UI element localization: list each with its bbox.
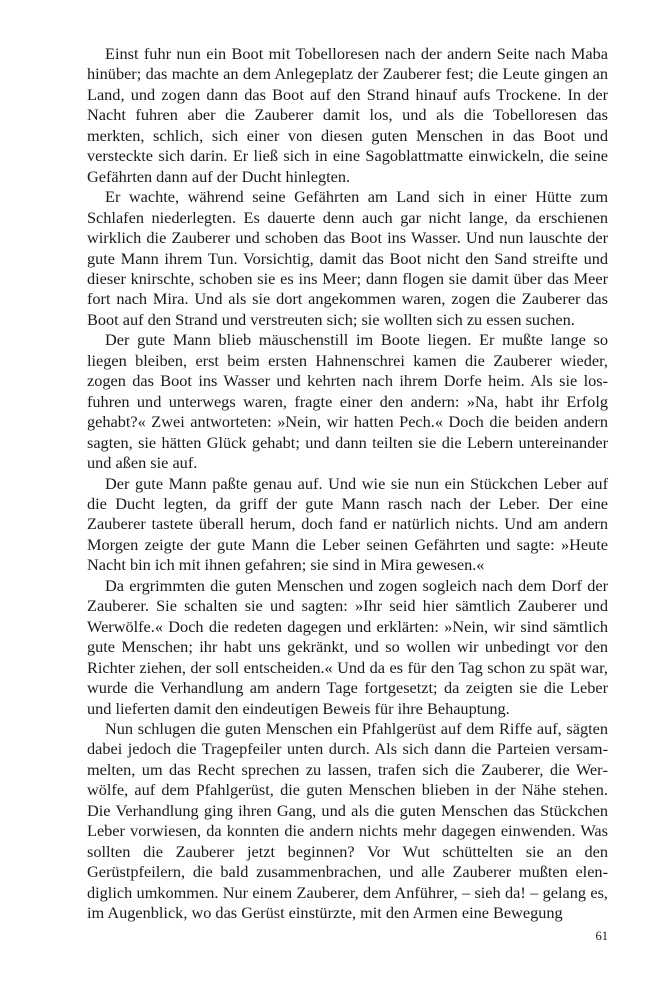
paragraph: Da ergrimmten die guten Menschen und zogen sogleich nach dem Dorf der Zauberer. Sie schalten sie und sagten: »Ihr seid hier sämtlich Zauberer und Werwölfe.« Doch die redeten dagegen und erklärten: »Nein, wir sind sämtlich gute Menschen; ihr habt uns gekränkt, und so wollen wir unbedingt vor den Richter ziehen, der soll entscheiden.« Und da es für den Tag schon zu spät war, wurde die Verhandlung am andern Tage fortgesetzt; da zeigten sie die Leber und lieferten damit den eindeutigen Beweis für ihre Behauptung. xyxy=(87,575,608,718)
paragraph: Der gute Mann blieb mäuschenstill im Boote liegen. Er mußte lange so liegen bleiben, erst beim ersten Hahnenschrei kamen die Zauberer wieder, zogen das Boot ins Wasser und kehrten nach ihrem Dorfe heim. Als sie losfuhren und unterwegs waren, fragte einer den andern: »Na, habt ihr Erfolg gehabt?« Zwei antworteten: »Nein, wir hatten Pech.« Doch die beiden andern sagten, sie hätten Glück gehabt; und dann teilten sie die Lebern untereinander und aßen sie auf. xyxy=(87,330,608,473)
paragraph: Nun schlugen die guten Menschen ein Pfahlgerüst auf dem Riffe auf, sägten dabei jedoch die Tragepfeiler unten durch. Als sich dann die Parteien versammelten, um das Recht sprechen zu lassen, trafen sich die Zauberer, die Werwölfe, auf dem Pfahlgerüst, die guten Menschen blieben in der Nähe stehen. Die Verhandlung ging ihren Gang, und als die guten Menschen das Stückchen Leber vorwiesen, da konnten die andern nichts mehr dagegen einwenden. Was sollten die Zauberer jetzt beginnen? Vor Wut schüttelten sie an den Gerüstpfeilern, die bald zusammenbrachen, und alle Zauberer mußten elendiglich umkommen. Nur einem Zauberer, dem Anführer, – sieh da! – gelang es, im Augenblick, wo das Gerüst einstürzte, mit den Armen eine Bewegung xyxy=(87,718,608,923)
paragraph: Einst fuhr nun ein Boot mit Tobelloresen nach der andern Seite nach Maba hinüber; das machte an dem Anlegeplatz der Zauberer fest; die Leute gingen an Land, und zogen dann das Boot auf den Strand hinauf aufs Trockene. In der Nacht fuhren aber die Zauberer damit los, und als die Tobelloresen das merkten, schlich, sich einer von diesen guten Menschen in das Boot und versteckte sich darin. Er ließ sich in eine Sagoblattmatte einwickeln, die seine Gefährten dann auf der Ducht hinlegten. xyxy=(87,44,608,186)
page-number: 61 xyxy=(595,929,608,943)
page-body xyxy=(87,44,608,923)
paragraph: Er wachte, während seine Gefährten am Land sich in einer Hütte zum Schlafen niederlegten. Es dauerte denn auch gar nicht lange, da erschienen wirklich die Zauberer und schoben das Boot ins Wasser. Und nun lauschte der gute Mann ihrem Tun. Vorsichtig, damit das Boot nicht den Sand streifte und dieser knirschte, schoben sie es ins Meer; dann flogen sie damit über das Meer fort nach Mira. Und als sie dort angekommen waren, zogen die Zauberer das Boot auf den Strand und verstreuten sich; sie wollten sich zu essen suchen. xyxy=(87,187,608,329)
paragraph: Der gute Mann paßte genau auf. Und wie sie nun ein Stückchen Leber auf die Ducht legten, da griff der gute Mann rasch nach der Leber. Der eine Zauberer tastete überall herum, doch fand er natürlich nichts. Und am andern Morgen zeigte der gute Mann die Leber seinen Gefährten und sagte: »Heute Nacht bin ich mit ihnen gefahren; sie sind in Mira gewesen.« xyxy=(87,473,608,575)
